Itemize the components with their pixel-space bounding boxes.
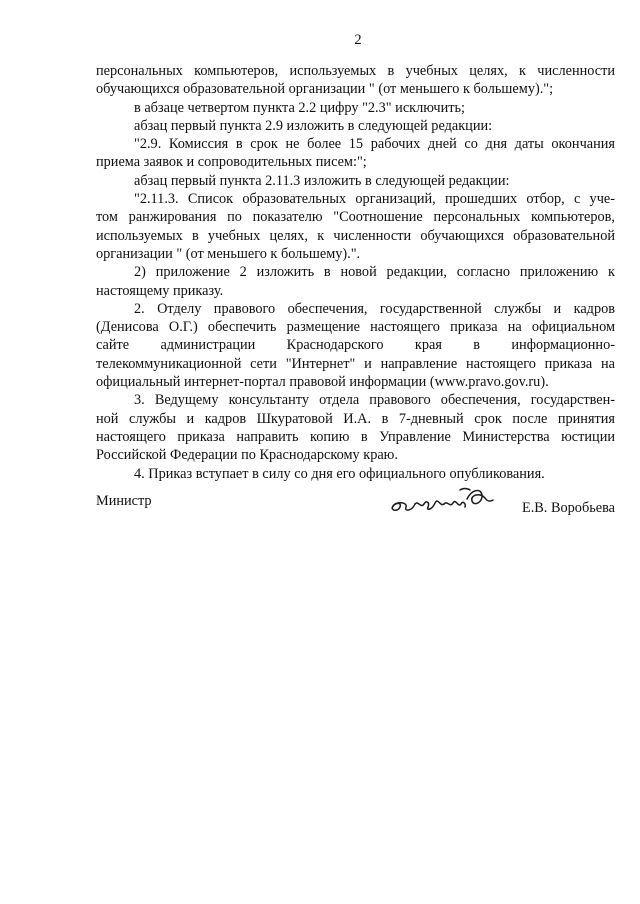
handwritten-signature-icon — [386, 484, 498, 520]
paragraph-item-3 — [96, 391, 615, 464]
document-body — [96, 62, 615, 483]
text-line: настоящего приказа направить копию в Управление Министерства юстиции — [96, 428, 615, 445]
paragraph-item-4: 4. Приказ вступает в силу со дня его официального опубликования. — [134, 465, 545, 482]
text-line: (Денисова О.Г.) обеспечить размещение настоящего приказа на официальном — [96, 319, 615, 336]
paragraph-item-2 — [96, 300, 615, 391]
text-line: "2.9. Комиссия в срок не более 15 рабочих дней со дня даты окончания — [134, 136, 615, 153]
paragraph-2-11-3-heading: абзац первый пункта 2.11.3 изложить в следующей редакции: — [134, 172, 510, 189]
text-line: приема заявок и сопроводительных писем:"; — [96, 154, 367, 171]
text-line: организации " (от меньшего к большему).". — [96, 245, 361, 262]
signature-block — [96, 492, 615, 518]
paragraph-2-2-edit: в абзаце четвертом пункта 2.2 цифру "2.3" исключить; — [134, 99, 465, 116]
text-line: том ранжирования по показателю "Соотношение персональных компьютеров, — [96, 209, 615, 226]
paragraph-1-continuation — [96, 62, 615, 99]
signatory-name: Е.В. Воробьева — [521, 500, 615, 516]
text-line: официальный интернет-портал правовой информации (www.pravo.gov.ru). — [96, 374, 549, 391]
text-line: ной службы и кадров Шкуратовой И.А. в 7-дневный срок после принятия — [96, 410, 615, 427]
text-line: телекоммуникационной сети "Интернет" и направление настоящего приказа на — [96, 355, 615, 372]
signature-title: Министр — [96, 493, 152, 509]
page-number: 2 — [354, 32, 362, 48]
text-line: сайте администрации Краснодарского края в информационно- — [96, 337, 615, 354]
paragraph-2-9-text — [96, 135, 615, 172]
paragraph-2-9-heading: абзац первый пункта 2.9 изложить в следующей редакции: — [134, 117, 493, 134]
text-line: 2. Отделу правового обеспечения, государственной службы и кадров — [134, 300, 615, 317]
paragraph-2-11-3-text — [96, 190, 615, 263]
text-line: 3. Ведущему консультанту отдела правового обеспечения, государствен- — [134, 392, 615, 409]
text-line: 2) приложение 2 изложить в новой редакции, согласно приложению к — [134, 264, 615, 281]
text-line: обучающихся образовательной организации " (от меньшего к большему)."; — [96, 81, 554, 98]
text-line: "2.11.3. Список образовательных организаций, прошедших отбор, с уче- — [134, 191, 615, 208]
text-line: персональных компьютеров, используемых в учебных целях, к численности — [96, 63, 615, 79]
text-line: используемых в учебных целях, к численности обучающихся образовательной — [96, 227, 615, 244]
paragraph-appendix-2 — [96, 263, 615, 300]
text-line: Российской Федерации по Краснодарскому краю. — [96, 447, 398, 464]
text-line: настоящему приказу. — [96, 282, 224, 299]
